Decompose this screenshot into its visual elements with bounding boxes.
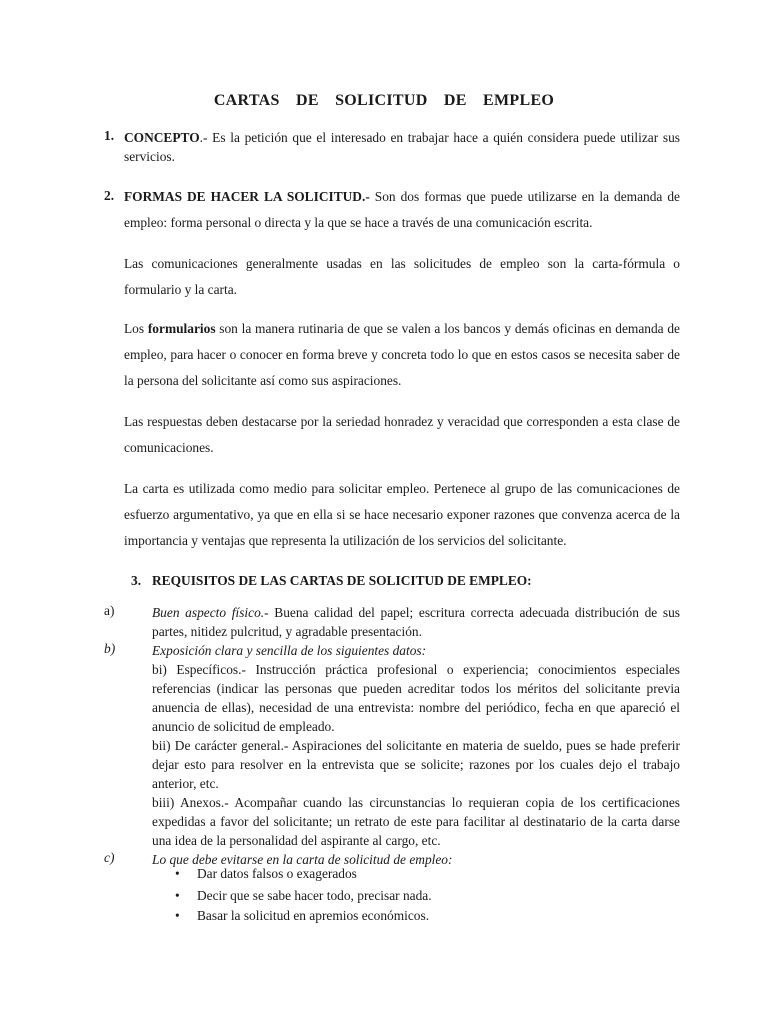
bullet-icon: • — [175, 888, 180, 903]
item-c-italic: Lo que debe evitarse en la carta de solicitud de empleo: — [152, 852, 453, 867]
item-b-label: b) — [104, 641, 116, 656]
item-a-body: Buena calidad del papel; escritura correcta adecuada distribución de sus partes, nitidez pulcritud, y agradable presentación. — [152, 605, 680, 639]
p2-bold-term: formularios — [147, 321, 216, 336]
item-c-label: c) — [104, 850, 115, 865]
item-a-text — [152, 603, 680, 641]
document-title: CARTAS DE SOLICITUD DE EMPLEO — [213, 92, 555, 109]
section-2-paragraph-2 — [124, 316, 680, 394]
section-2-paragraph-1: Las comunicaciones generalmente usadas en las solicitudes de empleo son la carta-fórmula o formulario y la carta. — [124, 256, 680, 297]
item-bii-paragraph: bii) De carácter general.- Aspiraciones del solicitante en materia de sueldo, pues se hade preferir dejar esto para resolver en la entrevista que se solicite; razones por los cuales dejo el trabajo anterior, etc. — [152, 738, 680, 791]
item-bi-paragraph: bi) Específicos.- Instrucción práctica profesional o experiencia; conocimientos especiales referencias (indicar las personas que pueden acreditar todos los méritos del solicitante previa anuencia de ellas), necesidad de una entrevista: nombre del periódico, fecha en que apareció el anuncio de solicitud de empleado. — [152, 662, 680, 734]
section-1-text: .- Es la petición que el interesado en trabajar hace a quién considera puede utilizar sus servicios. — [124, 130, 680, 164]
item-biii-paragraph: biii) Anexos.- Acompañar cuando las circunstancias lo requieran copia de los certificaciones expedidas a favor del solicitante; un retrato de este para facilitar al destinatario de la carta darse una idea de la personalidad del aspirante al cargo, etc. — [152, 795, 680, 848]
item-b-heading — [152, 641, 680, 660]
section-2-paragraph-4: La carta es utilizada como medio para solicitar empleo. Pertenece al grupo de las comunicaciones de esfuerzo argumentativo, ya que en ella si se hace necesario exponer razones que convenza acerca de la importancia y ventajas que representa la utilización de los servicios del solicitante. — [124, 481, 680, 548]
section-3-number: 3. — [131, 573, 142, 588]
section-1-heading: CONCEPTO — [124, 130, 200, 145]
list-item: Dar datos falsos o exagerados — [197, 866, 357, 881]
p2-rest: son la manera rutinaria de que se valen a los bancos y demás oficinas en demanda de empleo, para hacer o conocer en forma breve y concreta todo lo que en estos casos se necesita saber de la persona del solicitante así como sus aspiraciones. — [124, 321, 681, 388]
bullet-icon: • — [175, 866, 180, 881]
bullet-icon: • — [175, 908, 180, 923]
section-3-heading: REQUISITOS DE LAS CARTAS DE SOLICITUD DE EMPLEO: — [152, 573, 532, 588]
item-a-label: a) — [104, 603, 115, 618]
section-1-number: 1. — [104, 128, 115, 143]
section-1-paragraph — [124, 128, 680, 166]
item-a-italic: Buen aspecto físico.- — [152, 605, 269, 620]
section-2-number: 2. — [104, 188, 115, 203]
item-b-italic: Exposición clara y sencilla de los siguientes datos: — [152, 643, 427, 658]
section-2-text: Son dos formas que puede utilizarse en la demanda de empleo: forma personal o directa y la que se hace a través de una comunicación escrita. — [124, 189, 680, 230]
p2-prefix: Los — [124, 321, 148, 336]
list-item: Decir que se sabe hacer todo, precisar nada. — [197, 888, 432, 903]
section-2-intro — [124, 184, 680, 236]
section-2-paragraph-3: Las respuestas deben destacarse por la seriedad honradez y veracidad que corresponden a esta clase de comunicaciones. — [124, 414, 680, 455]
list-item: Basar la solicitud en apremios económicos. — [197, 908, 430, 923]
section-2-heading: FORMAS DE HACER LA SOLICITUD.- — [124, 189, 370, 204]
